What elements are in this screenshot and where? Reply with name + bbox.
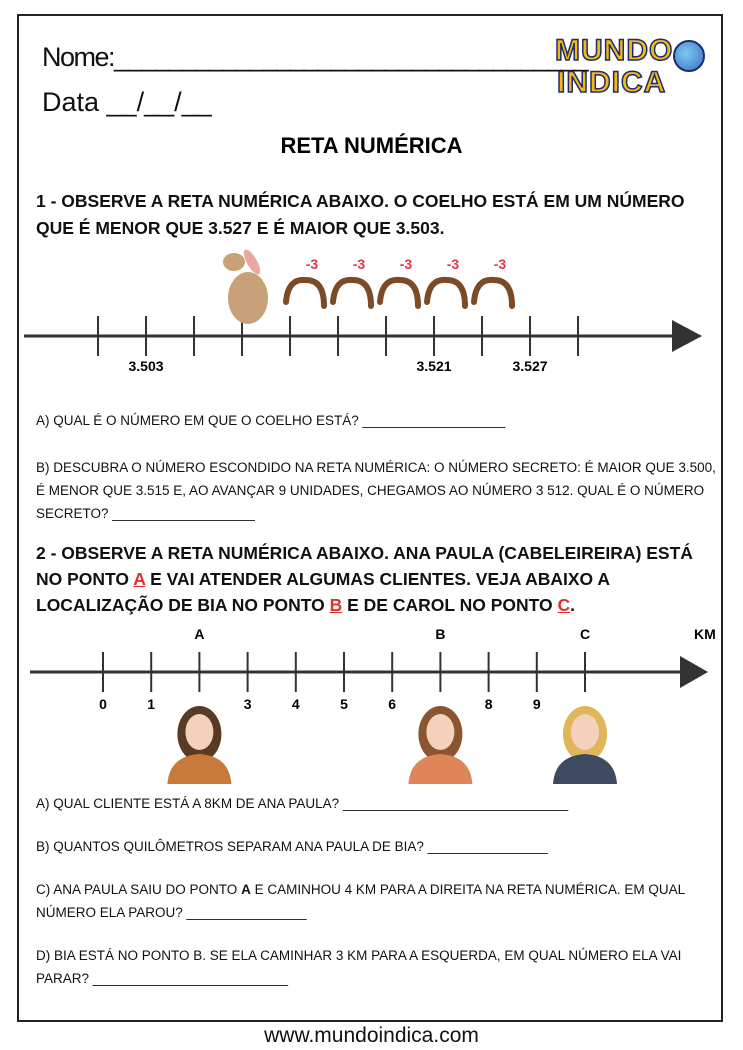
jump-label: -3 bbox=[399, 256, 413, 272]
q2c-text: C) ANA PAULA SAIU DO PONTO bbox=[36, 882, 242, 897]
tick-number: 1 bbox=[147, 696, 156, 712]
tick-number: 5 bbox=[340, 696, 348, 712]
jump-label: -3 bbox=[493, 256, 507, 272]
tick-label: 3.503 bbox=[128, 358, 164, 374]
tick-number: 4 bbox=[291, 696, 300, 712]
carol-image bbox=[553, 706, 617, 784]
date-field: Data __/__/__ bbox=[42, 87, 212, 117]
km-unit-label: KM bbox=[694, 626, 716, 642]
question-2-section bbox=[0, 540, 743, 990]
number-line-2 bbox=[0, 626, 743, 784]
globe-icon bbox=[673, 40, 705, 72]
q2-text: . bbox=[570, 595, 575, 615]
arrow-head-icon bbox=[680, 656, 708, 688]
jump-label: -3 bbox=[305, 256, 319, 272]
point-label: A bbox=[194, 626, 205, 642]
point-a-ref: A bbox=[133, 569, 146, 589]
question-2-prompt bbox=[36, 540, 716, 618]
jump-label: -3 bbox=[352, 256, 366, 272]
logo-line1: MUNDO bbox=[555, 34, 674, 67]
name-field: Nome:___________________________________ bbox=[42, 42, 588, 72]
jump-arrow-icon bbox=[427, 280, 465, 306]
tick-number: 8 bbox=[484, 696, 493, 712]
jump-arrow-icon bbox=[474, 280, 512, 306]
point-label: C bbox=[579, 626, 591, 642]
logo-line2: INDICA bbox=[557, 66, 667, 99]
mundo-indica-logo bbox=[555, 34, 715, 102]
question-1b: B) DESCUBRA O NÚMERO ESCONDIDO NA RETA NUMÉRICA: O NÚMERO SECRETO: É MAIOR QUE 3.500, É MENOR QUE 3.515 E, AO AVANÇAR 9 UNIDADES, CHEGAMOS AO NÚMERO 3 512. QUAL É O NÚMERO SECRETO? ___________________ bbox=[36, 460, 716, 521]
jump-arrow-icon bbox=[333, 280, 371, 306]
q2c-text: E CAMINHOU 4 KM PARA A DIREITA NA RETA NUMÉRICA. EM QUAL NÚMERO ELA PAROU? ________________ bbox=[36, 882, 685, 920]
footer-url: www.mundoindica.com bbox=[264, 1024, 479, 1047]
point-label: B bbox=[435, 626, 446, 642]
tick-number: 0 bbox=[99, 696, 107, 712]
q2-text: E DE CAROL NO PONTO bbox=[342, 595, 558, 615]
point-c-ref: C bbox=[557, 595, 571, 615]
q2-text: E VAI ATENDER ALGUMAS CLIENTES. VEJA ABAIXO A LOCALIZAÇÃO DE BIA NO PONTO bbox=[36, 569, 610, 615]
jump-arrow-icon bbox=[286, 280, 324, 306]
number-line-1 bbox=[0, 240, 743, 390]
rabbit-image bbox=[223, 247, 268, 324]
page-title: RETA NUMÉRICA bbox=[280, 133, 463, 158]
question-2a: A) QUAL CLIENTE ESTÁ A 8KM DE ANA PAULA? ______________________________ bbox=[36, 796, 569, 811]
point-b-ref: B bbox=[329, 595, 343, 615]
tick-label: 3.527 bbox=[512, 358, 548, 374]
question-1-prompt: 1 - OBSERVE A RETA NUMÉRICA ABAIXO. O COELHO ESTÁ EM UM NÚMERO QUE É MENOR QUE 3.527 E É MAIOR QUE 3.503. bbox=[36, 191, 685, 238]
tick-number: 3 bbox=[243, 696, 252, 712]
question-2b: B) QUANTOS QUILÔMETROS SEPARAM ANA PAULA DE BIA? ________________ bbox=[36, 839, 548, 854]
arrow-head-icon bbox=[672, 320, 702, 352]
jump-arrow-icon bbox=[380, 280, 418, 306]
tick-label: 3.521 bbox=[416, 358, 452, 374]
number-line-2-area bbox=[0, 626, 743, 784]
bia-image bbox=[408, 706, 472, 784]
ana-paula-image bbox=[167, 706, 231, 784]
q2c-point: A bbox=[241, 882, 251, 897]
tick-number: 9 bbox=[532, 696, 541, 712]
question-2d: D) BIA ESTÁ NO PONTO B. SE ELA CAMINHAR 3 KM PARA A ESQUERDA, EM QUAL NÚMERO ELA VAI PARAR? __________________________ bbox=[36, 948, 682, 986]
question-2c bbox=[36, 878, 716, 924]
jump-label: -3 bbox=[446, 256, 460, 272]
question-1a: A) QUAL É O NÚMERO EM QUE O COELHO ESTÁ? ___________________ bbox=[36, 413, 506, 428]
q2-text: 2 - OBSERVE A RETA NUMÉRICA ABAIXO. ANA PAULA (CABELEIREIRA) ESTÁ NO PONTO bbox=[36, 543, 693, 589]
tick-number: 6 bbox=[388, 696, 397, 712]
